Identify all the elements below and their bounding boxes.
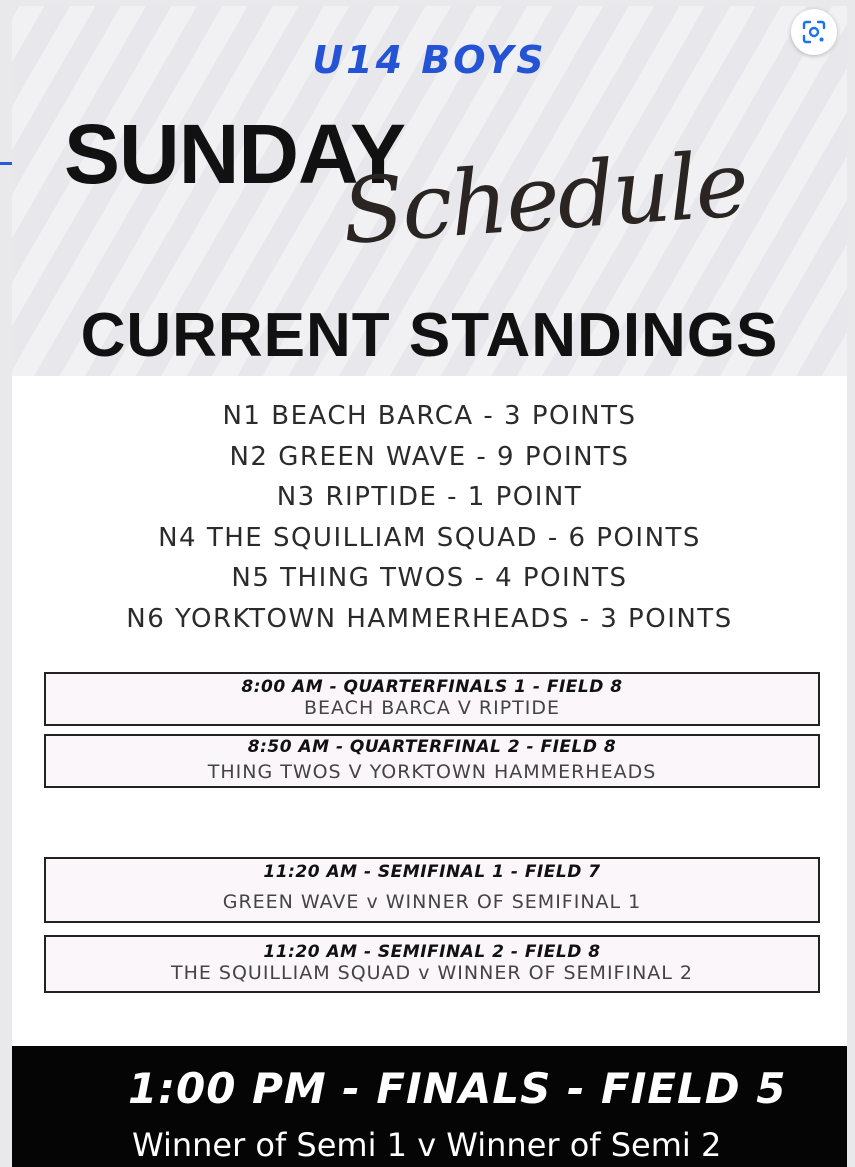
backdrop-accent-line: [0, 162, 12, 165]
finals-teams: Winner of Semi 1 v Winner of Semi 2: [132, 1126, 722, 1164]
poster-title: U14 BOYS: [312, 38, 547, 82]
match-header: 8:00 AM - QUARTERFINALS 1 - FIELD 8: [241, 677, 623, 697]
match-teams: BEACH BARCA V RIPTIDE: [303, 697, 561, 719]
poster-headline-script: Schedule: [338, 132, 751, 265]
match-teams: THE SQUILLIAM SQUAD v WINNER OF SEMIFINAL 2: [170, 962, 694, 984]
standings-list: [12, 396, 847, 639]
match-header: 11:20 AM - SEMIFINAL 1 - FIELD 7: [263, 862, 601, 882]
match-header: 11:20 AM - SEMIFINAL 2 - FIELD 8: [263, 942, 601, 962]
standings-heading: CURRENT STANDINGS: [80, 301, 779, 370]
standing-row: N4 THE SQUILLIAM SQUAD - 6 POINTS: [158, 522, 701, 553]
finals-banner: [12, 1046, 847, 1167]
standing-row: N2 GREEN WAVE - 9 POINTS: [229, 441, 630, 472]
poster-header: [12, 6, 847, 376]
match-quarterfinal-1: [44, 672, 820, 726]
lens-search-icon: [801, 19, 827, 45]
match-quarterfinal-2: [44, 734, 820, 788]
match-teams: THING TWOS V YORKTOWN HAMMERHEADS: [207, 761, 657, 783]
standing-row: N1 BEACH BARCA - 3 POINTS: [222, 401, 637, 431]
schedule-poster-image[interactable]: [12, 6, 847, 1167]
standing-row: N6 YORKTOWN HAMMERHEADS - 3 POINTS: [126, 603, 733, 634]
poster-headline: SUNDAY: [64, 107, 405, 201]
standing-row: N5 THING TWOS - 4 POINTS: [231, 563, 628, 593]
match-semifinal-2: [44, 935, 820, 993]
match-header: 8:50 AM - QUARTERFINAL 2 - FIELD 8: [247, 737, 617, 757]
lens-search-button[interactable]: [791, 9, 837, 55]
match-semifinal-1: [44, 857, 820, 923]
standing-row: N3 RIPTIDE - 1 POINT: [276, 482, 583, 512]
finals-header: 1:00 PM - FINALS - FIELD 5: [128, 1064, 787, 1113]
match-teams: GREEN WAVE v WINNER OF SEMIFINAL 1: [222, 891, 642, 913]
